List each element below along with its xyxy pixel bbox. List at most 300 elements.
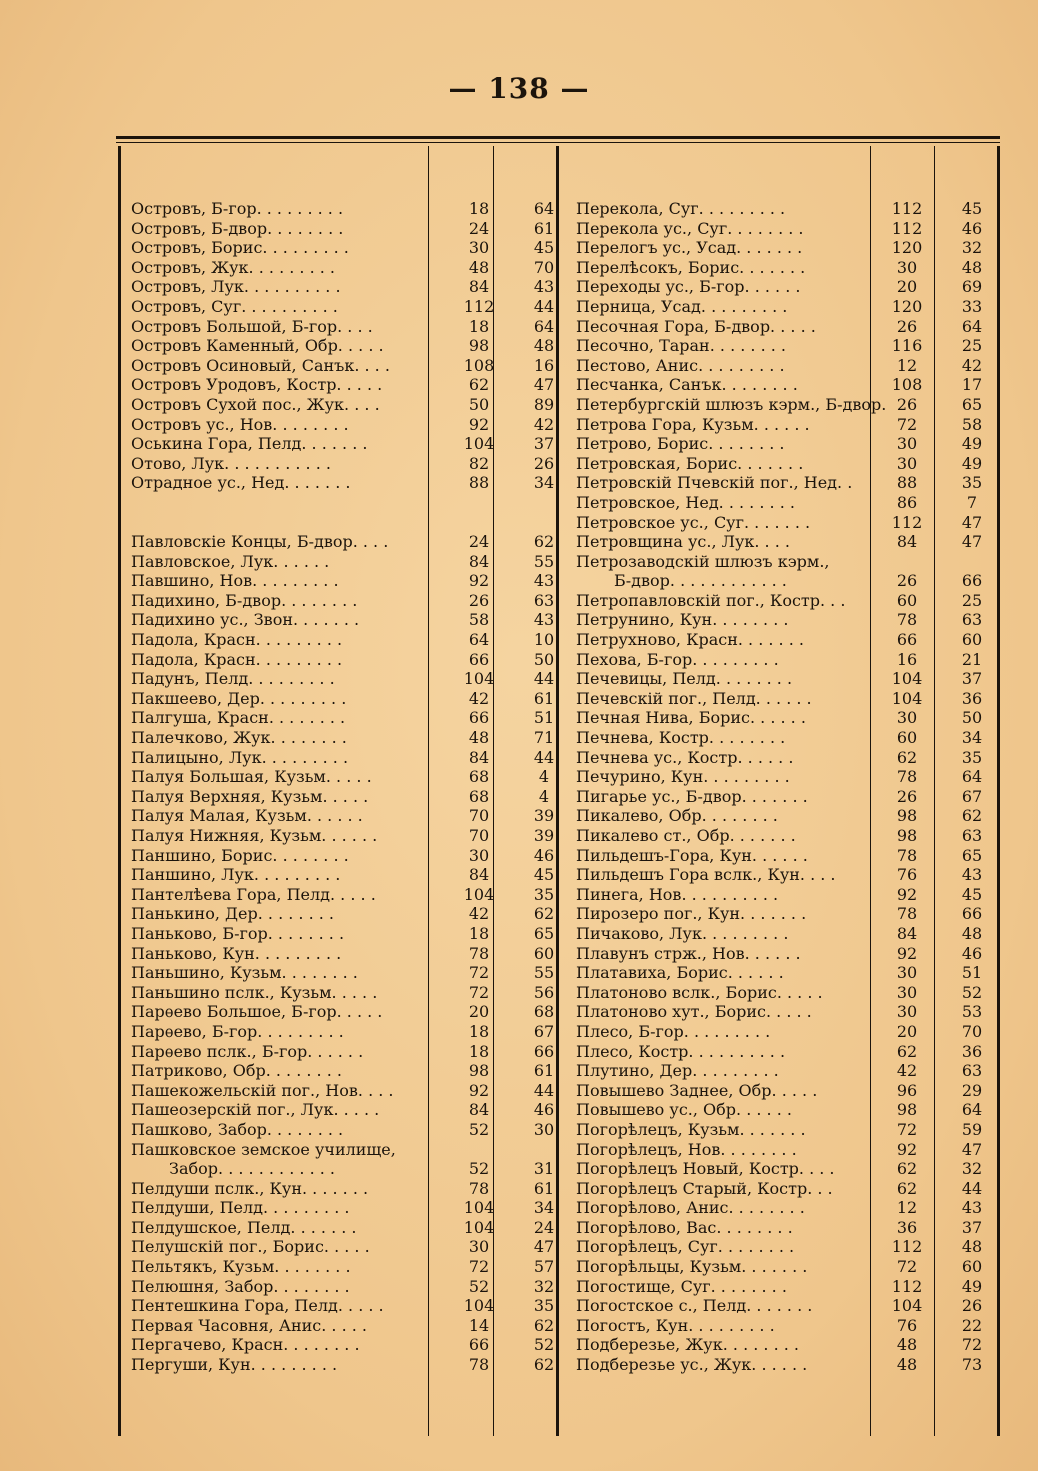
- entry-name: Перекола, Суг. . . . . . . . .: [576, 199, 786, 218]
- entry-name: Переходы ус., Б-гор. . . . . .: [576, 277, 801, 297]
- entry-name: Песочная Гора, Б-двор. . . . .: [576, 316, 816, 336]
- entry-name: Погорѣлецъ Старый, Костр. . .: [576, 1178, 833, 1198]
- entry-name: Палуя Большая, Кузьм. . . . .: [131, 767, 372, 787]
- index-entry: [576, 1022, 996, 1042]
- index-entry: [576, 513, 996, 533]
- entry-map-sheet: 104: [891, 688, 923, 708]
- index-entry: [576, 1002, 996, 1022]
- entry-map-sheet: 92: [896, 884, 918, 904]
- index-entry: [576, 1061, 996, 1081]
- entry-number: 59: [961, 1119, 983, 1139]
- entry-number: 25: [961, 590, 983, 610]
- entry-map-sheet: 112: [891, 1237, 923, 1257]
- entry-map-sheet: 26: [896, 394, 918, 414]
- entry-map-sheet: 18: [468, 923, 490, 943]
- entry-name: Падихино ус., Звон. . . . . . .: [131, 610, 360, 630]
- entry-map-sheet: 70: [468, 806, 490, 826]
- entry-number: 68: [533, 1002, 555, 1022]
- entry-name: Пашковское земское училище,: [131, 1139, 396, 1159]
- entry-name: Подберезье, Жук. . . . . . . .: [576, 1335, 800, 1355]
- entry-number: 58: [961, 414, 983, 434]
- entry-number: 63: [533, 590, 555, 610]
- entry-number: 49: [961, 434, 983, 454]
- entry-map-sheet: 72: [468, 1257, 490, 1277]
- index-entry: [131, 355, 555, 376]
- entry-map-sheet: 72: [896, 1119, 918, 1139]
- index-entry: [131, 453, 555, 474]
- entry-name: Островъ, Б-двор. . . . . . . .: [131, 218, 344, 238]
- entry-number: 47: [961, 1139, 983, 1159]
- entry-map-sheet: 84: [896, 923, 918, 943]
- entry-number: 34: [533, 1198, 555, 1218]
- index-entry: [131, 1178, 555, 1199]
- entry-map-sheet: 92: [896, 943, 918, 963]
- entry-map-sheet: 120: [891, 238, 923, 258]
- index-entry: [131, 747, 555, 768]
- entry-map-sheet: 92: [896, 1139, 918, 1159]
- entry-name: Платоново хут., Борис. . . . .: [576, 1002, 812, 1022]
- entry-number: 42: [961, 355, 983, 375]
- entry-number: 43: [533, 277, 555, 297]
- entry-map-sheet: 12: [896, 355, 918, 375]
- index-entry: [131, 982, 555, 1003]
- entry-number: 16: [533, 355, 555, 375]
- entry-map-sheet: 96: [896, 1080, 918, 1100]
- index-entry: [131, 1315, 555, 1336]
- index-entry: [576, 885, 996, 905]
- entry-name: Пашково, Забор. . . . . . . .: [131, 1119, 344, 1139]
- entry-map-sheet: 48: [896, 1355, 918, 1375]
- entry-number: 48: [961, 257, 983, 277]
- entry-map-sheet: 92: [468, 571, 490, 591]
- entry-map-sheet: 62: [896, 1041, 918, 1061]
- entry-map-sheet: 30: [896, 963, 918, 983]
- entry-map-sheet: 76: [896, 1315, 918, 1335]
- index-entry: [131, 630, 555, 650]
- entry-map-sheet: 78: [468, 1355, 490, 1375]
- entry-name: Подберезье ус., Жук. . . . . .: [576, 1355, 808, 1375]
- entry-name: Пехова, Б-гор. . . . . . . . .: [576, 649, 779, 669]
- entry-name: Пентешкина Гора, Пелд. . . . .: [131, 1296, 384, 1316]
- entry-name: Патриково, Обр. . . . . . . .: [131, 1061, 342, 1081]
- entry-name: Пелдушское, Пелд. . . . . . .: [131, 1217, 357, 1237]
- index-entry: [576, 238, 996, 258]
- entry-map-sheet: 48: [896, 1335, 918, 1355]
- entry-name: Островъ ус., Нов. . . . . . . .: [131, 414, 349, 434]
- entry-name: Печевицы, Пелд. . . . . . . .: [576, 669, 793, 689]
- index-entry: [131, 688, 555, 709]
- entry-name: Повышево ус., Обр. . . . . .: [576, 1100, 792, 1120]
- entry-number: 52: [961, 982, 983, 1002]
- index-entry: [576, 258, 996, 278]
- entry-map-sheet: 64: [468, 630, 490, 650]
- entry-name: Пашеозерскій пог., Лук. . . . .: [131, 1100, 380, 1120]
- index-entry: [576, 454, 996, 474]
- entry-number: 48: [961, 1237, 983, 1257]
- entry-number: 52: [533, 1335, 555, 1355]
- entry-name: Б-двор. . . . . . . . . . . .: [614, 571, 787, 591]
- entry-map-sheet: 78: [896, 904, 918, 924]
- entry-number: 61: [533, 1178, 555, 1198]
- entry-map-sheet: 48: [468, 728, 490, 748]
- entry-name: Пигарье ус., Б-двор. . . . . . .: [576, 786, 808, 806]
- entry-name: Падола, Красн. . . . . . . . .: [131, 649, 343, 669]
- index-entry: [131, 532, 555, 552]
- entry-map-sheet: 62: [896, 1159, 918, 1179]
- index-entry: [576, 904, 996, 924]
- entry-name: Палуя Верхняя, Кузьм. . . . .: [131, 786, 369, 806]
- entry-number: 34: [961, 728, 983, 748]
- entry-name: Печнева, Костр. . . . . . . .: [576, 728, 786, 748]
- index-entry: [576, 924, 996, 944]
- entry-name: Петрухново, Красн. . . . . . .: [576, 630, 804, 650]
- entry-map-sheet: 62: [896, 747, 918, 767]
- entry-map-sheet: 42: [468, 904, 490, 924]
- index-entry: [131, 904, 555, 924]
- entry-map-sheet: 26: [896, 571, 918, 591]
- entry-number: 43: [533, 571, 555, 591]
- entry-map-sheet: 78: [896, 845, 918, 865]
- entry-number: 37: [961, 669, 983, 689]
- entry-name: Островъ, Жук. . . . . . . . .: [131, 257, 336, 277]
- entry-name: Островъ Каменный, Обр. . . . .: [131, 336, 384, 356]
- index-entry: [576, 375, 996, 395]
- entry-name: Пикалево ст., Обр. . . . . . .: [576, 826, 796, 845]
- entry-map-sheet: 62: [468, 375, 490, 395]
- entry-number: 66: [533, 1041, 555, 1061]
- index-entry: [576, 1198, 996, 1218]
- entry-map-sheet: 112: [463, 296, 495, 316]
- entry-name: Падихино, Б-двор. . . . . . . .: [131, 590, 358, 610]
- index-entry: [576, 434, 996, 454]
- index-entry: [131, 257, 555, 278]
- index-entry: [131, 884, 555, 905]
- index-entry: [131, 1159, 555, 1179]
- entry-number: 56: [533, 982, 555, 1002]
- entry-name: Погорѣлово, Вас. . . . . . . .: [576, 1217, 793, 1237]
- index-entry: [576, 1277, 996, 1297]
- entry-name: Погостское с., Пелд. . . . . . .: [576, 1296, 813, 1316]
- entry-name: Пикалево, Обр. . . . . . . .: [576, 806, 778, 826]
- entry-number: 48: [533, 336, 555, 356]
- entry-map-sheet: 24: [468, 218, 490, 238]
- entry-name: Пантелѣева Гора, Пелд. . . . .: [131, 884, 376, 904]
- index-entry: [576, 395, 996, 415]
- entry-number: 32: [533, 1276, 555, 1296]
- entry-number: 39: [533, 806, 555, 826]
- entry-name: Первая Часовня, Анис. . . . .: [131, 1315, 368, 1335]
- entry-map-sheet: 68: [468, 786, 490, 806]
- entry-number: 4: [538, 786, 550, 806]
- entry-number: 63: [961, 826, 983, 845]
- entry-name: Пелдуши, Пелд. . . . . . . . .: [131, 1198, 350, 1218]
- entry-number: 36: [961, 1041, 983, 1061]
- entry-map-sheet: 84: [468, 1100, 490, 1120]
- entry-name: Погорѣлово, Анис. . . . . . . .: [576, 1198, 805, 1218]
- entry-number: 61: [533, 1061, 555, 1081]
- entry-number: 70: [961, 1021, 983, 1041]
- entry-name: Островъ Осиновый, Санък. . . .: [131, 355, 390, 375]
- entry-name: Платавиха, Борис. . . . . .: [576, 963, 784, 983]
- index-entry: [576, 1218, 996, 1238]
- entry-map-sheet: 112: [891, 512, 923, 532]
- index-entry: [576, 1237, 996, 1257]
- entry-number: 47: [533, 1237, 555, 1257]
- entry-map-sheet: 18: [468, 199, 490, 218]
- entry-number: 57: [533, 1257, 555, 1277]
- entry-number: 71: [533, 728, 555, 748]
- entry-name: Палечково, Жук. . . . . . . .: [131, 728, 347, 748]
- entry-number: 65: [533, 923, 555, 943]
- entry-number: 34: [533, 473, 555, 493]
- entry-name: Повышево Заднее, Обр. . . . .: [576, 1080, 818, 1100]
- entry-name: Петровское ус., Суг. . . . . . .: [576, 512, 811, 532]
- entry-map-sheet: 86: [896, 492, 918, 512]
- entry-name: Пестово, Анис. . . . . . . . .: [576, 355, 785, 375]
- entry-number: 45: [961, 884, 983, 904]
- entry-number: 30: [533, 1119, 555, 1139]
- entry-name: Островъ Сухой пос., Жук. . . .: [131, 394, 380, 414]
- entry-number: 44: [533, 296, 555, 316]
- entry-map-sheet: 112: [891, 218, 923, 238]
- entry-map-sheet: 50: [468, 394, 490, 414]
- entry-map-sheet: 18: [468, 316, 490, 336]
- entry-map-sheet: 26: [896, 786, 918, 806]
- entry-map-sheet: 84: [468, 551, 490, 571]
- entry-name: Погостъ, Кун. . . . . . . . .: [576, 1315, 775, 1335]
- index-entry: [576, 689, 996, 709]
- entry-name: Падола, Красн. . . . . . . . .: [131, 630, 343, 650]
- entry-map-sheet: 60: [896, 590, 918, 610]
- index-entry: [576, 865, 996, 885]
- entry-map-sheet: 120: [891, 296, 923, 316]
- index-entry: [131, 806, 555, 826]
- entry-name: Островъ, Лук. . . . . . . . . .: [131, 277, 341, 297]
- entry-number: 35: [961, 747, 983, 767]
- entry-number: 25: [961, 336, 983, 356]
- entry-number: 61: [533, 688, 555, 708]
- entry-name: Пельтякъ, Кузьм. . . . . . . .: [131, 1257, 351, 1277]
- entry-number: 48: [961, 923, 983, 943]
- index-entry: [131, 767, 551, 787]
- index-entry: [576, 1042, 996, 1062]
- entry-name: Печевскій пог., Пелд. . . . . .: [576, 688, 812, 708]
- entry-name: Пелдуши пслк., Кун. . . . . . .: [131, 1178, 369, 1198]
- index-entry: [131, 1355, 555, 1375]
- index-entry: [131, 943, 555, 964]
- entry-name: Перелогъ ус., Усад. . . . . . .: [576, 238, 803, 258]
- index-entry: [131, 218, 555, 239]
- index-entry: [131, 1237, 555, 1257]
- index-entry: [576, 1257, 996, 1277]
- entry-map-sheet: 18: [468, 1021, 490, 1041]
- entry-map-sheet: 26: [896, 316, 918, 336]
- entry-name: Павловское, Лук. . . . . .: [131, 551, 330, 571]
- entry-name: Петрозаводскій шлюзъ кэрм.,: [576, 551, 830, 571]
- entry-number: 35: [533, 884, 555, 904]
- entry-number: 44: [533, 747, 555, 767]
- top-rule-thin: [116, 142, 1000, 143]
- index-entry: [576, 571, 996, 591]
- entry-name: Перелѣсокъ, Борис. . . . . . .: [576, 257, 806, 277]
- index-entry: [131, 199, 555, 219]
- entry-map-sheet: 72: [468, 982, 490, 1002]
- entry-number: 62: [961, 806, 983, 826]
- entry-map-sheet: 104: [463, 1217, 495, 1237]
- entry-map-sheet: 20: [896, 277, 918, 297]
- entry-map-sheet: 84: [468, 277, 490, 297]
- entry-map-sheet: 58: [468, 610, 490, 630]
- index-entry: [576, 1316, 996, 1336]
- index-entry: [131, 1335, 555, 1355]
- entry-name: Погостище, Суг. . . . . . . .: [576, 1276, 787, 1296]
- index-entry: [131, 277, 555, 297]
- entry-map-sheet: 62: [896, 1178, 918, 1198]
- entry-map-sheet: 52: [468, 1276, 490, 1296]
- index-entry: [131, 238, 555, 258]
- entry-name: Пергачево, Красн. . . . . . . .: [131, 1335, 360, 1355]
- entry-map-sheet: 30: [468, 1237, 490, 1257]
- entry-number: 64: [533, 316, 555, 336]
- entry-name: Печурино, Кун. . . . . . . . .: [576, 767, 790, 787]
- index-entry: [576, 336, 996, 356]
- entry-number: 62: [533, 904, 555, 924]
- index-entry: [131, 590, 555, 611]
- entry-name: Петрово, Борис. . . . . . . .: [576, 434, 785, 454]
- entry-name: Пильдешъ-Гора, Кун. . . . . .: [576, 845, 808, 865]
- index-entry: [131, 493, 551, 513]
- entry-number: 55: [533, 963, 555, 983]
- entry-map-sheet: 42: [468, 688, 490, 708]
- entry-name: Погорѣлецъ, Суг. . . . . . . .: [576, 1237, 795, 1257]
- entry-number: 67: [533, 1021, 555, 1041]
- index-entry: [576, 591, 996, 611]
- index-entry: [131, 649, 555, 670]
- page-number: — 138 —: [448, 72, 590, 105]
- index-entry: [576, 1296, 996, 1316]
- entry-name: Парѳево пслк., Б-гор. . . . . .: [131, 1041, 364, 1061]
- entry-map-sheet: 30: [896, 453, 918, 473]
- entry-map-sheet: 48: [468, 257, 490, 277]
- entry-number: 45: [961, 199, 983, 218]
- index-entry: [131, 1119, 555, 1140]
- index-entry: [131, 865, 555, 885]
- entry-name: Петропавловскій пог., Костр. . .: [576, 590, 846, 610]
- index-entry: [576, 806, 996, 826]
- entry-number: 22: [961, 1315, 983, 1335]
- entry-map-sheet: 30: [896, 434, 918, 454]
- entry-map-sheet: 30: [468, 238, 490, 258]
- entry-number: 33: [961, 296, 983, 316]
- entry-number: 24: [533, 1217, 555, 1237]
- entry-map-sheet: 66: [896, 630, 918, 650]
- entry-number: 66: [961, 571, 983, 591]
- entry-name: Островъ Уродовъ, Костр. . . . .: [131, 375, 383, 395]
- entry-number: 50: [961, 708, 983, 728]
- entry-number: 32: [961, 1159, 983, 1179]
- right-index-column: [576, 199, 996, 1375]
- entry-name: Паншино, Борис. . . . . . . .: [131, 845, 349, 865]
- entry-map-sheet: 104: [463, 884, 495, 904]
- entry-number: 31: [533, 1159, 555, 1179]
- entry-map-sheet: 14: [468, 1315, 490, 1335]
- index-entry: [576, 1100, 996, 1120]
- entry-map-sheet: 30: [896, 257, 918, 277]
- entry-map-sheet: 16: [896, 649, 918, 669]
- index-entry: [131, 296, 555, 317]
- entry-number: 51: [961, 963, 983, 983]
- entry-name: Петровское, Нед. . . . . . . .: [576, 492, 795, 512]
- index-entry: [131, 336, 555, 356]
- entry-name: Петрунино, Кун. . . . . . . .: [576, 610, 789, 630]
- index-entry: [576, 1179, 996, 1199]
- entry-map-sheet: 72: [468, 963, 490, 983]
- index-entry: [131, 1217, 555, 1238]
- index-entry: [131, 708, 555, 728]
- entry-name: Плесо, Б-гор. . . . . . . . .: [576, 1021, 771, 1041]
- index-entry: [576, 552, 996, 572]
- entry-map-sheet: 72: [896, 414, 918, 434]
- entry-map-sheet: 42: [896, 1061, 918, 1081]
- entry-name: Павшино, Нов. . . . . . . . .: [131, 571, 339, 591]
- entry-map-sheet: 30: [896, 982, 918, 1002]
- index-entry: [131, 669, 555, 689]
- index-entry: [576, 748, 996, 768]
- entry-name: Паньшино пслк., Кузьм. . . . .: [131, 982, 378, 1002]
- entry-number: 72: [961, 1335, 983, 1355]
- index-entry: [131, 845, 555, 866]
- entry-name: Пелюшня, Забор. . . . . . . .: [131, 1276, 350, 1296]
- entry-number: 36: [961, 688, 983, 708]
- entry-map-sheet: 12: [896, 1198, 918, 1218]
- entry-name: Пинега, Нов. . . . . . . . . .: [576, 884, 779, 904]
- entry-map-sheet: 104: [891, 1296, 923, 1316]
- entry-name: Плутино, Дер. . . . . . . . .: [576, 1061, 779, 1081]
- entry-number: 46: [961, 943, 983, 963]
- entry-map-sheet: 98: [896, 806, 918, 826]
- entry-number: 45: [533, 238, 555, 258]
- entry-number: 26: [961, 1296, 983, 1316]
- index-entry: [576, 1355, 996, 1375]
- entry-map-sheet: 66: [468, 1335, 490, 1355]
- entry-number: 44: [533, 1080, 555, 1100]
- index-entry: [576, 963, 996, 983]
- index-entry: [576, 669, 996, 689]
- entry-map-sheet: 98: [896, 1100, 918, 1120]
- entry-number: 49: [961, 1276, 983, 1296]
- entry-name: Печнева ус., Костр. . . . . .: [576, 747, 794, 767]
- entry-number: 44: [533, 669, 555, 689]
- index-entry: [576, 630, 996, 650]
- entry-name: Петрова Гора, Кузьм. . . . . .: [576, 414, 810, 434]
- entry-number: 64: [961, 316, 983, 336]
- index-entry: [131, 551, 555, 572]
- index-entry: [576, 277, 996, 297]
- index-entry: [131, 513, 551, 533]
- entry-map-sheet: 104: [463, 1296, 495, 1316]
- entry-name: Островъ, Борис. . . . . . . . .: [131, 238, 349, 258]
- entry-map-sheet: 68: [468, 767, 490, 787]
- entry-name: Палицыно, Лук. . . . . . . . .: [131, 747, 349, 767]
- index-entry: [131, 394, 555, 415]
- entry-number: 62: [533, 1315, 555, 1335]
- entry-map-sheet: 26: [468, 590, 490, 610]
- entry-map-sheet: 30: [896, 708, 918, 728]
- entry-map-sheet: 76: [896, 865, 918, 885]
- entry-name: Погорѣлецъ, Нов. . . . . . . .: [576, 1139, 797, 1159]
- entry-name: Паньшино, Кузьм. . . . . . . .: [131, 963, 358, 983]
- left-border: [118, 146, 121, 1436]
